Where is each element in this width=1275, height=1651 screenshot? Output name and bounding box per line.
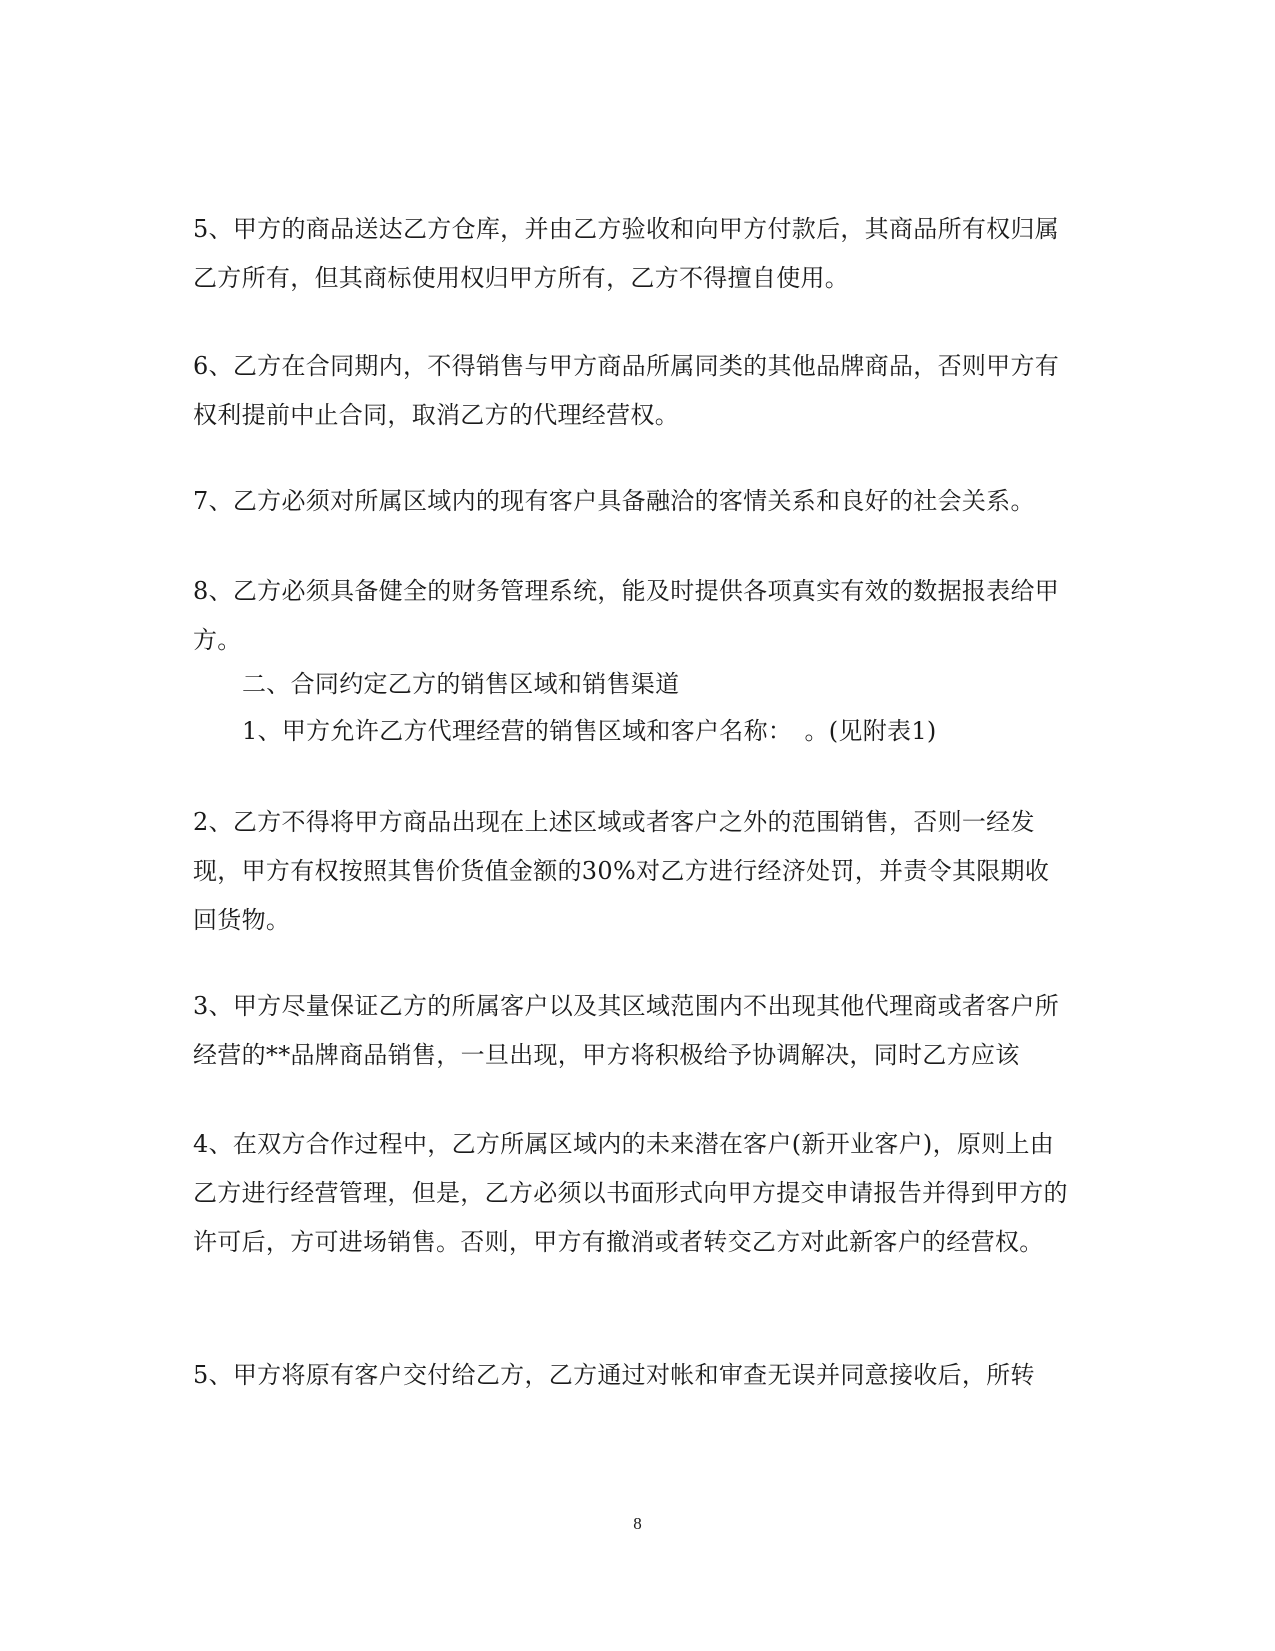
page-number: 8 (633, 1514, 642, 1533)
clause-5-goods-ownership: 5、甲方的商品送达乙方仓库，并由乙方验收和向甲方付款后，其商品所有权归属乙方所有，但其商标使用权归甲方所有，乙方不得擅自使用。 (193, 215, 1060, 292)
section-2-clause-3: 3、甲方尽量保证乙方的所属客户以及其区域范围内不出现其他代理商或者客户所经营的**品牌商品销售，一旦出现，甲方将积极给予协调解决，同时乙方应该 (193, 992, 1060, 1069)
section-2-clause-4: 4、在双方合作过程中，乙方所属区域内的未来潜在客户(新开业客户)，原则上由乙方进行经营管理，但是，乙方必须以书面形式向甲方提交申请报告并得到甲方的许可后，方可进场销售。否则，甲方有撤消或者转交乙方对此新客户的经营权。 (193, 1130, 1068, 1256)
section-2-clause-5: 5、甲方将原有客户交付给乙方，乙方通过对帐和审查无误并同意接收后，所转 (193, 1361, 1035, 1389)
clause-7-customer-relations: 7、乙方必须对所属区域内的现有客户具备融洽的客情关系和良好的社会关系。 (193, 487, 1035, 515)
section-2-heading: 二、合同约定乙方的销售区域和销售渠道 (242, 670, 680, 698)
section-2-clause-2: 2、乙方不得将甲方商品出现在上述区域或者客户之外的范围销售，否则一经发现，甲方有权按照其售价货值金额的30%对乙方进行经济处罚，并责令其限期收回货物。 (193, 808, 1050, 934)
clause-8-financial-system: 8、乙方必须具备健全的财务管理系统，能及时提供各项真实有效的数据报表给甲方。 (193, 577, 1060, 654)
section-2-clause-1: 1、甲方允许乙方代理经营的销售区域和客户名称： 。(见附表1) (242, 717, 937, 745)
clause-6-non-compete: 6、乙方在合同期内，不得销售与甲方商品所属同类的其他品牌商品，否则甲方有权利提前中止合同，取消乙方的代理经营权。 (193, 352, 1060, 429)
